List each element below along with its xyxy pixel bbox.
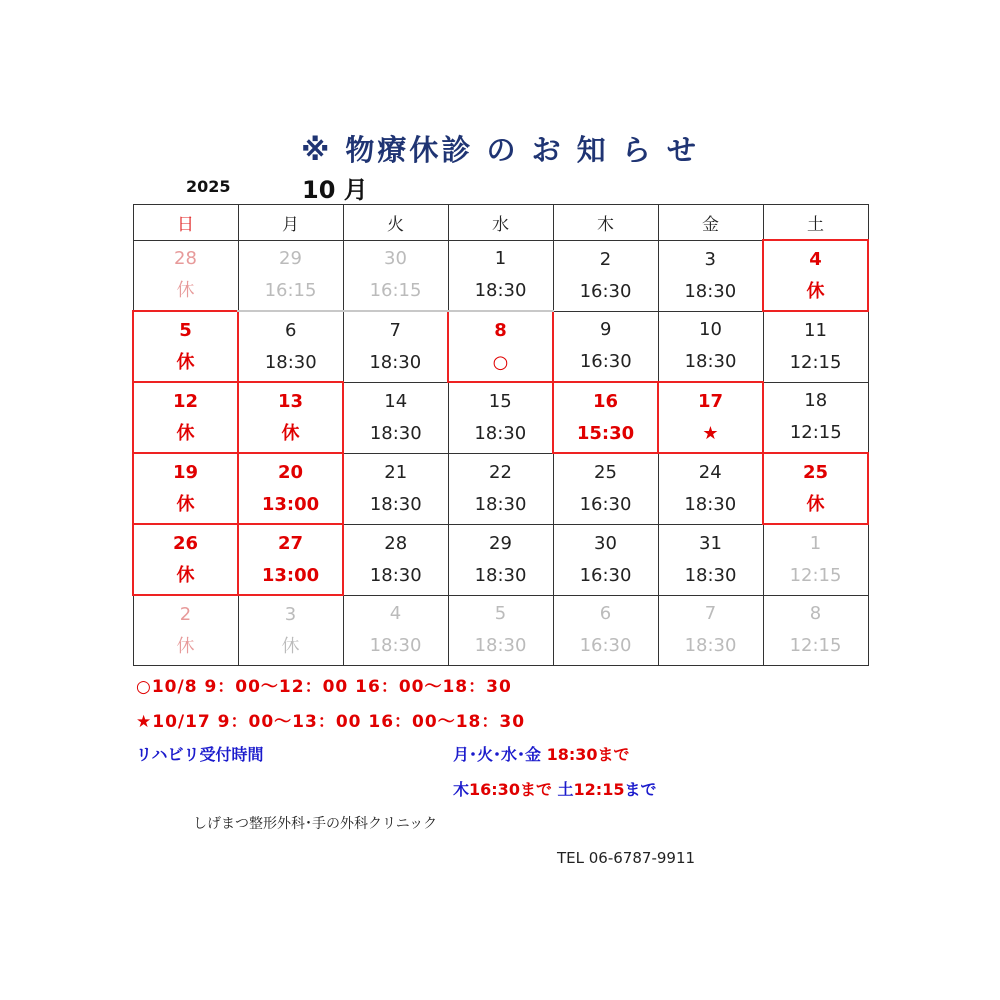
- calendar-day-cell: [238, 453, 343, 524]
- calendar-day-cell: [553, 524, 658, 595]
- day-hours: 13:00: [261, 564, 320, 586]
- day-hours: 休: [806, 493, 825, 515]
- day-number: 28: [384, 532, 408, 554]
- day-number: 25: [802, 461, 829, 483]
- day-number: 30: [384, 248, 407, 270]
- day-hours: 16:15: [264, 280, 317, 302]
- rehab-thu-label: 木: [453, 780, 470, 799]
- day-number: 21: [384, 461, 408, 483]
- day-hours: 16:30: [579, 564, 632, 586]
- calendar-day-cell: [238, 595, 343, 666]
- calendar-day-cell: [658, 240, 763, 311]
- star-note: ★10/17 9：00～13：00 16：00～18：30: [136, 712, 526, 732]
- rehab-sat-time: 12:15: [573, 780, 625, 799]
- day-hours: 休: [806, 280, 825, 302]
- calendar-day-cell: [238, 524, 343, 595]
- calendar-week-row: [133, 595, 868, 666]
- day-number: 3: [704, 248, 716, 270]
- calendar-day-cell: [553, 453, 658, 524]
- calendar-day-cell: [133, 240, 238, 311]
- rehab-thu-time: 16:30まで: [469, 780, 552, 799]
- day-hours: 18:30: [369, 635, 422, 657]
- day-hours: 18:30: [474, 422, 527, 444]
- calendar-day-cell: [763, 453, 868, 524]
- year-label: 2025: [186, 177, 231, 196]
- day-number: 13: [277, 390, 304, 412]
- weekday-mon: 月: [238, 205, 343, 241]
- day-number: 5: [494, 603, 507, 625]
- day-hours: 休: [176, 280, 195, 302]
- day-hours: 18:30: [369, 564, 422, 586]
- calendar-day-cell: [133, 595, 238, 666]
- day-number: 4: [809, 248, 822, 270]
- day-hours: 18:30: [369, 351, 422, 373]
- weekday-fri: 金: [658, 205, 763, 241]
- day-hours: 12:15: [789, 564, 842, 586]
- day-number: 22: [489, 461, 512, 483]
- calendar-day-cell: [343, 311, 448, 382]
- day-number: 12: [172, 390, 199, 412]
- calendar-day-cell: [658, 311, 763, 382]
- calendar-day-cell: [133, 311, 238, 382]
- day-hours: 12:15: [789, 351, 842, 373]
- day-number: 28: [174, 248, 197, 270]
- calendar-day-cell: [658, 382, 763, 453]
- day-number: 18: [804, 390, 828, 412]
- weekday-wed: 水: [448, 205, 553, 241]
- page-title: ※ 物療休診 の お 知 ら せ: [301, 133, 699, 167]
- day-number: 25: [594, 461, 617, 483]
- day-hours: 休: [281, 422, 300, 444]
- day-number: 6: [285, 319, 297, 341]
- day-number: 7: [704, 603, 717, 625]
- calendar-day-cell: [553, 382, 658, 453]
- day-number: 19: [172, 461, 199, 483]
- day-hours: 休: [176, 351, 195, 373]
- calendar-day-cell: [553, 240, 658, 311]
- day-hours: 12:15: [789, 635, 842, 657]
- calendar-day-cell: [343, 453, 448, 524]
- calendar-day-cell: [763, 524, 868, 595]
- calendar-day-cell: [448, 453, 553, 524]
- circle-note: ○10/8 9：00～12：00 16：00～18：30: [136, 677, 512, 697]
- calendar-day-cell: [553, 311, 658, 382]
- day-hours: 16:30: [579, 493, 632, 515]
- day-number: 9: [600, 319, 612, 341]
- calendar-day-cell: [448, 382, 553, 453]
- day-hours: 16:15: [369, 280, 422, 302]
- day-hours: 12:15: [789, 422, 842, 444]
- day-hours: ○: [492, 351, 509, 373]
- calendar-week-row: [133, 453, 868, 524]
- day-hours: 18:30: [264, 351, 317, 373]
- month-label: 10 月: [302, 176, 368, 204]
- day-number: 29: [489, 532, 512, 554]
- calendar-day-cell: [448, 311, 553, 382]
- calendar-week-row: [133, 524, 868, 595]
- calendar-day-cell: [763, 595, 868, 666]
- rehab-line-thu-sat: [453, 777, 656, 800]
- day-hours: 休: [176, 493, 195, 515]
- calendar-table: [132, 204, 869, 666]
- day-hours: 18:30: [684, 635, 737, 657]
- day-number: 11: [804, 319, 827, 341]
- day-number: 8: [494, 319, 507, 341]
- weekday-sat: 土: [763, 205, 868, 241]
- rehab-sat-suffix: まで: [624, 780, 657, 799]
- calendar-week-row: [133, 240, 868, 311]
- weekday-tue: 火: [343, 205, 448, 241]
- day-number: 16: [592, 390, 619, 412]
- calendar-day-cell: [238, 382, 343, 453]
- day-hours: 18:30: [474, 635, 527, 657]
- day-hours: 18:30: [369, 493, 422, 515]
- day-number: 30: [594, 532, 617, 554]
- day-hours: 18:30: [474, 280, 527, 302]
- day-number: 8: [809, 603, 822, 625]
- calendar-day-cell: [553, 595, 658, 666]
- calendar-body: [133, 240, 868, 666]
- calendar-day-cell: [658, 595, 763, 666]
- day-hours: 18:30: [684, 564, 737, 586]
- day-hours: 16:30: [579, 635, 632, 657]
- day-number: 6: [599, 603, 612, 625]
- rehab-line-weekdays: [453, 742, 630, 765]
- calendar-day-cell: [343, 524, 448, 595]
- calendar-day-cell: [238, 311, 343, 382]
- day-hours: 18:30: [684, 280, 737, 302]
- calendar-day-cell: [343, 595, 448, 666]
- day-number: 26: [172, 532, 199, 554]
- day-hours: 休: [176, 422, 195, 444]
- calendar-day-cell: [133, 524, 238, 595]
- day-hours: 休: [281, 635, 300, 657]
- calendar-day-cell: [448, 595, 553, 666]
- day-number: 4: [389, 603, 402, 625]
- day-number: 24: [698, 461, 722, 483]
- calendar-day-cell: [658, 524, 763, 595]
- calendar-week-row: [133, 311, 868, 382]
- rehab-sat-label: 土: [551, 780, 574, 799]
- calendar-day-cell: [763, 240, 868, 311]
- calendar-day-cell: [343, 382, 448, 453]
- weekday-header-row: [133, 205, 868, 241]
- weekday-sun: 日: [133, 205, 238, 241]
- day-number: 3: [284, 603, 297, 625]
- rehab-title: リハビリ受付時間: [136, 745, 264, 764]
- day-hours: 13:00: [261, 493, 320, 515]
- day-hours: 15:30: [576, 422, 635, 444]
- clinic-tel: TEL 06-6787-9911: [557, 849, 696, 867]
- day-hours: 休: [176, 635, 195, 657]
- calendar-day-cell: [658, 453, 763, 524]
- day-number: 7: [389, 319, 401, 341]
- day-hours: 18:30: [474, 493, 527, 515]
- day-hours: 18:30: [684, 351, 737, 373]
- clinic-name: しげまつ整形外科･手の外科クリニック: [193, 816, 438, 832]
- weekday-thu: 木: [553, 205, 658, 241]
- calendar-day-cell: [238, 240, 343, 311]
- day-hours: 18:30: [684, 493, 737, 515]
- day-hours: 18:30: [369, 422, 422, 444]
- day-number: 5: [179, 319, 192, 341]
- day-number: 2: [179, 603, 192, 625]
- day-number: 14: [384, 390, 408, 412]
- day-number: 29: [279, 248, 302, 270]
- day-number: 17: [697, 390, 724, 412]
- day-number: 10: [699, 319, 722, 341]
- calendar-day-cell: [133, 453, 238, 524]
- calendar-day-cell: [448, 524, 553, 595]
- day-number: 1: [809, 532, 822, 554]
- day-hours: ★: [702, 422, 719, 444]
- day-number: 2: [599, 248, 612, 270]
- day-number: 1: [494, 248, 507, 270]
- day-hours: 18:30: [474, 564, 527, 586]
- calendar-day-cell: [763, 382, 868, 453]
- day-hours: 16:30: [579, 280, 632, 302]
- rehab-weekdays-label: 月･火･水･金: [453, 745, 547, 764]
- calendar-day-cell: [448, 240, 553, 311]
- calendar-day-cell: [343, 240, 448, 311]
- calendar-week-row: [133, 382, 868, 453]
- day-number: 31: [699, 532, 722, 554]
- day-hours: 休: [176, 564, 195, 586]
- day-number: 27: [277, 532, 304, 554]
- day-hours: 16:30: [579, 351, 632, 373]
- day-number: 20: [277, 461, 304, 483]
- day-number: 15: [488, 390, 512, 412]
- rehab-weekdays-time: 18:30まで: [546, 745, 630, 764]
- calendar-day-cell: [133, 382, 238, 453]
- calendar-day-cell: [763, 311, 868, 382]
